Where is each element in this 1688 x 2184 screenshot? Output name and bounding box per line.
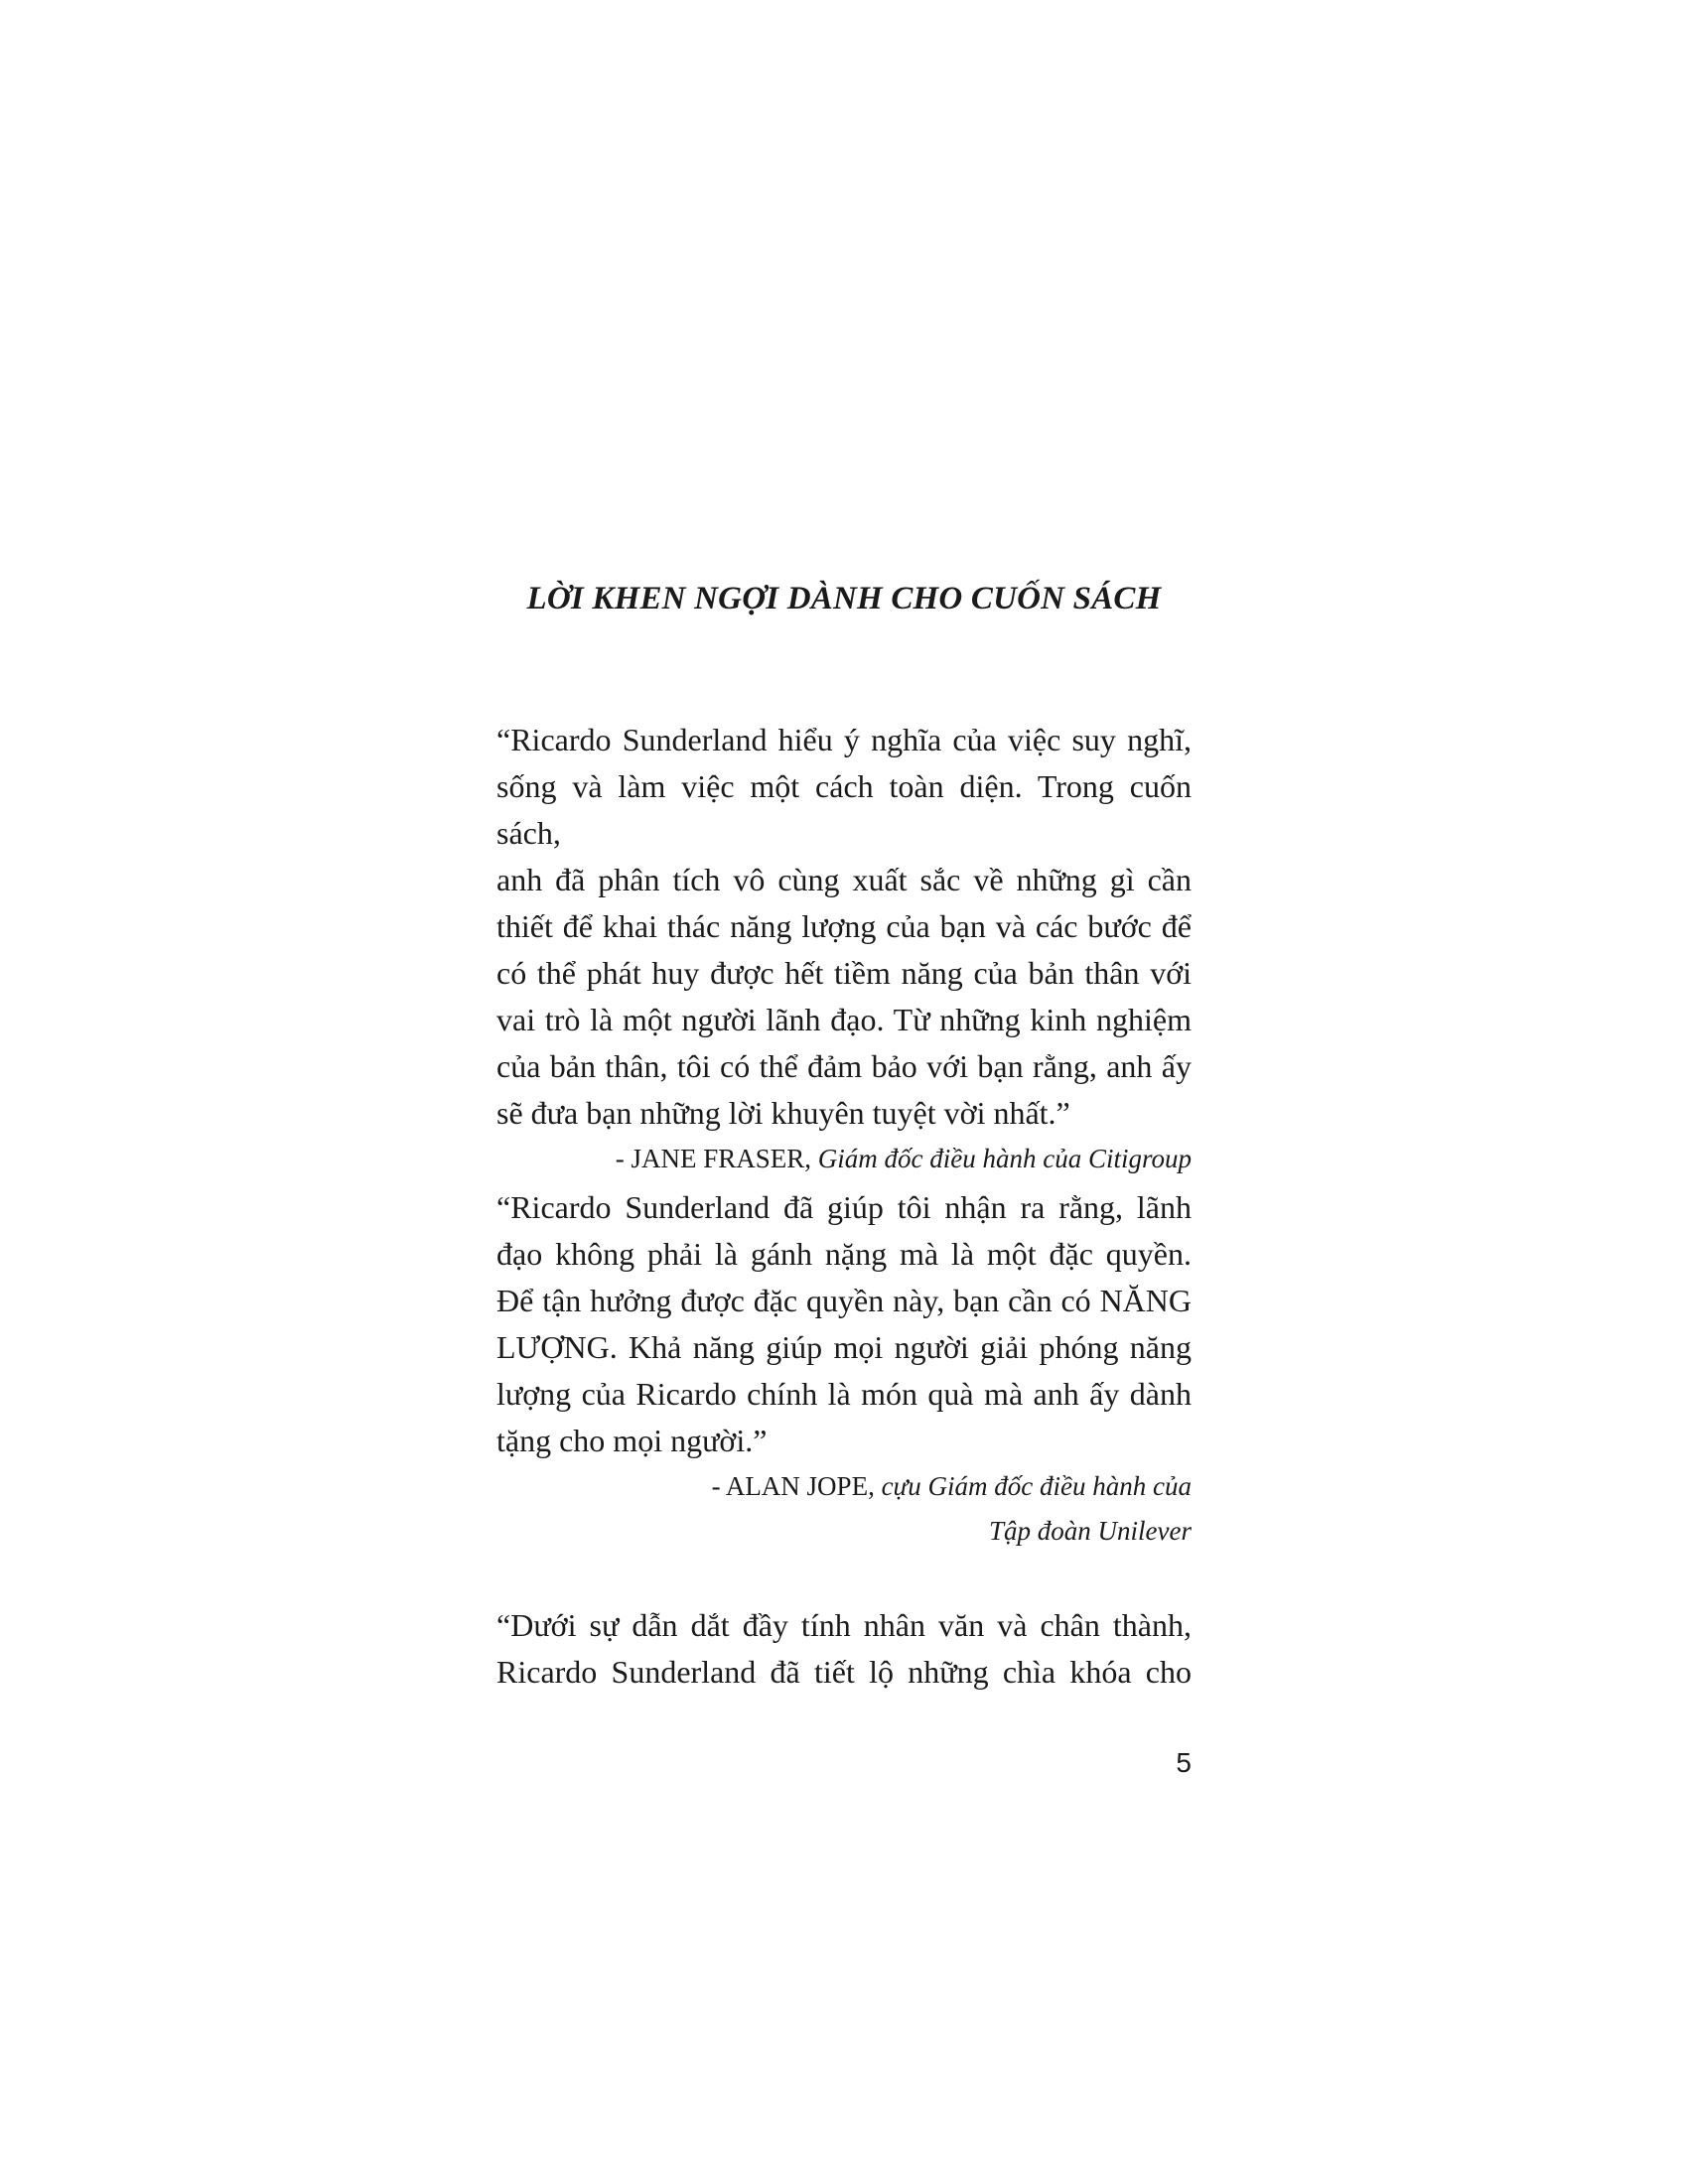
quote-line: “Dưới sự dẫn dắt đầy tính nhân văn và chân thành, (496, 1607, 1192, 1643)
quote-line: LƯỢNG. Khả năng giúp mọi người giải phóng năng (496, 1329, 1192, 1365)
quote-line: của bản thân, tôi có thể đảm bảo với bạn rằng, anh ấy (496, 1048, 1192, 1084)
testimonial-alan-jope (496, 1184, 1192, 1554)
attribution-role-line2: Tập đoàn Unilever (989, 1516, 1192, 1546)
testimonial-quote (496, 1184, 1192, 1464)
testimonial-quote (496, 1602, 1192, 1696)
quote-line: Ricardo Sunderland đã tiết lộ những chìa khóa cho (496, 1654, 1192, 1690)
quote-line: anh đã phân tích vô cùng xuất sắc về những gì cần (496, 862, 1192, 897)
page-title: LỜI KHEN NGỢI DÀNH CHO CUỐN SÁCH (526, 581, 1162, 616)
attribution-author: - ALAN JOPE, (711, 1471, 875, 1501)
testimonial-attribution (496, 1464, 1192, 1554)
attribution-role: cựu Giám đốc điều hành của (881, 1471, 1192, 1501)
quote-line: “Ricardo Sunderland hiểu ý nghĩa của việc suy nghĩ, (496, 722, 1192, 757)
quote-line: có thể phát huy được hết tiềm năng của bản thân với (496, 955, 1192, 991)
testimonial-attribution (496, 1137, 1192, 1181)
attribution-author: - JANE FRASER, (615, 1144, 812, 1173)
quote-line: lượng của Ricardo chính là món quà mà anh ấy dành (496, 1376, 1192, 1412)
quote-line: vai trò là một người lãnh đạo. Từ những kinh nghiệm (496, 1002, 1192, 1037)
quote-line: thiết để khai thác năng lượng của bạn và các bước để (496, 908, 1192, 944)
testimonial-quote (496, 717, 1192, 1137)
quote-line: Để tận hưởng được đặc quyền này, bạn cần có NĂNG (496, 1283, 1192, 1318)
page-number: 5 (1176, 1747, 1192, 1778)
testimonial-jane-fraser (496, 717, 1192, 1181)
testimonial-continued (496, 1602, 1192, 1696)
attribution-role: Giám đốc điều hành của Citigroup (817, 1144, 1192, 1173)
quote-line: đạo không phải là gánh nặng mà là một đặc quyền. (496, 1236, 1192, 1272)
quote-line: sẽ đưa bạn những lời khuyên tuyệt vời nhất.” (496, 1095, 1070, 1131)
quote-line: sống và làm việc một cách toàn diện. Trong cuốn sách, (496, 768, 1192, 851)
quote-line: “Ricardo Sunderland đã giúp tôi nhận ra rằng, lãnh (496, 1189, 1192, 1225)
quote-line: tặng cho mọi người.” (496, 1423, 768, 1458)
